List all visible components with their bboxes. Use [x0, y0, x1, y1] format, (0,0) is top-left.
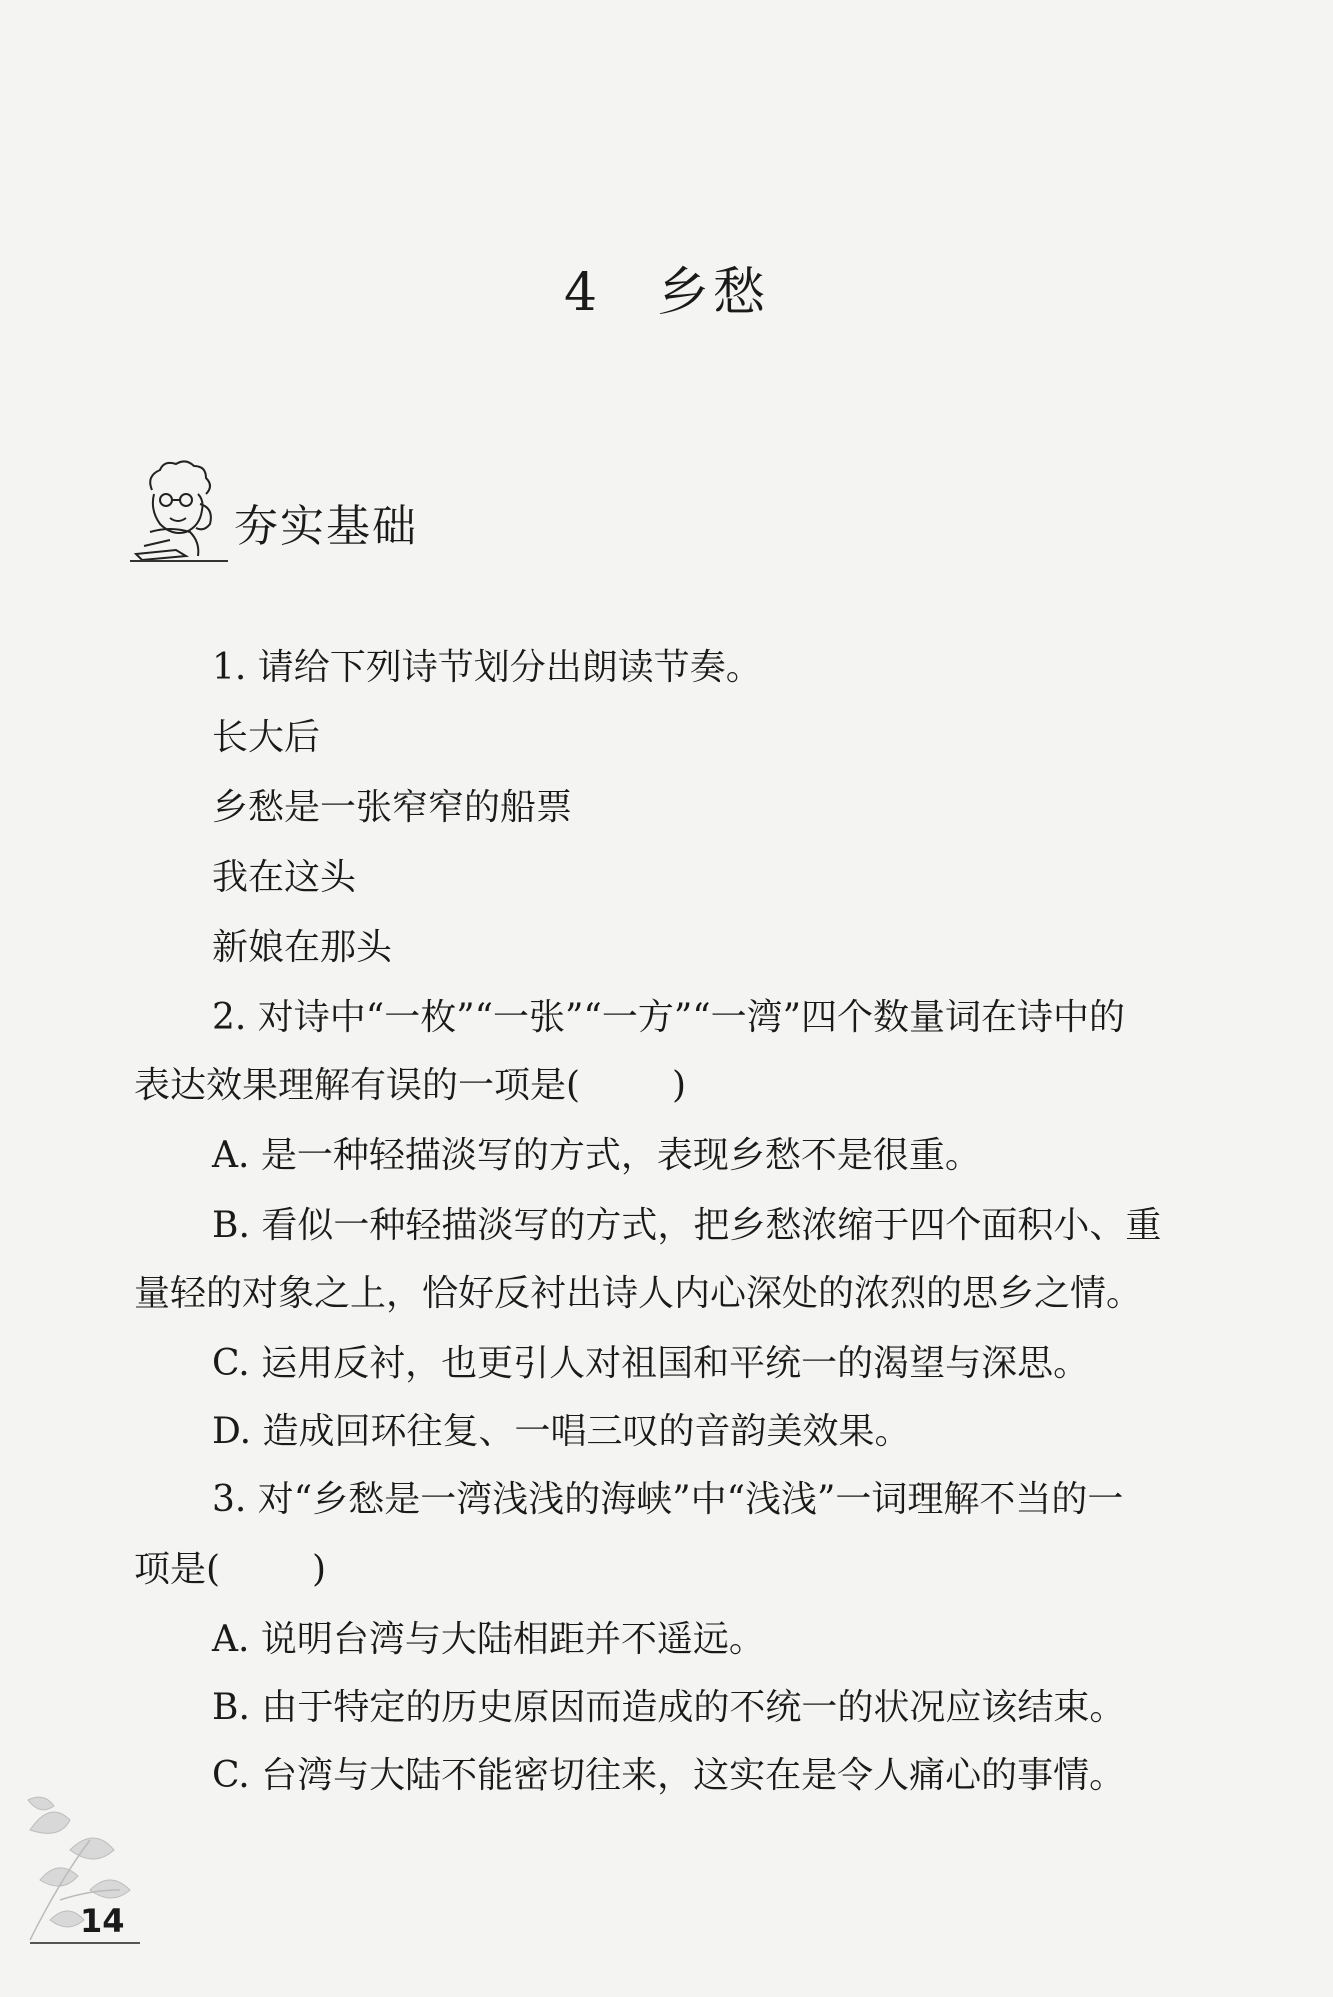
q2-option-a: A. 是一种轻描淡写的方式，表现乡愁不是很重。	[212, 1135, 981, 1176]
q3-stem-line2	[134, 1550, 326, 1590]
section-underline	[130, 560, 228, 562]
footer-rule	[30, 1942, 140, 1944]
q3-stem-text: 项是(	[134, 1549, 221, 1590]
section-label: 夯实基础	[234, 501, 418, 552]
q3-stem-line1: 3. 对“乡愁是一湾浅浅的海峡”中“浅浅”一词理解不当的一	[212, 1479, 1124, 1520]
q2-option-b-line1: B. 看似一种轻描淡写的方式，把乡愁浓缩于四个面积小、重	[212, 1205, 1162, 1246]
q2-stem-line1: 2. 对诗中“一枚”“一张”“一方”“一湾”四个数量词在诗中的	[212, 997, 1126, 1038]
q1-poem-line: 乡愁是一张窄窄的船票	[212, 787, 573, 828]
q3-option-a: A. 说明台湾与大陆相距并不遥远。	[212, 1619, 765, 1660]
q2-paren-close: )	[672, 1065, 687, 1106]
q1-stem: 1. 请给下列诗节划分出朗读节奏。	[212, 647, 762, 688]
q3-paren-close: )	[312, 1549, 327, 1590]
q1-poem-line: 新娘在那头	[212, 927, 393, 968]
q2-option-d: D. 造成回环往复、一唱三叹的音韵美效果。	[212, 1411, 911, 1452]
teacher-mascot-icon	[130, 460, 230, 570]
q2-stem-line2	[134, 1066, 686, 1106]
q3-option-b: B. 由于特定的历史原因而造成的不统一的状况应该结束。	[212, 1687, 1126, 1728]
page-number: 14	[80, 1902, 125, 1940]
lesson-title	[0, 250, 1333, 325]
lesson-number: 4	[563, 263, 602, 323]
section-header	[130, 460, 450, 570]
q1-poem-line: 长大后	[212, 717, 321, 758]
q2-stem-text: 表达效果理解有误的一项是(	[134, 1065, 581, 1106]
q1-poem-line: 我在这头	[212, 857, 357, 898]
q2-option-c: C. 运用反衬，也更引人对祖国和平统一的渴望与深思。	[212, 1343, 1090, 1384]
lesson-name: 乡愁	[657, 263, 770, 323]
q2-option-b-line2: 量轻的对象之上，恰好反衬出诗人内心深处的浓烈的思乡之情。	[134, 1273, 1143, 1314]
q3-option-c: C. 台湾与大陆不能密切往来，这实在是令人痛心的事情。	[212, 1755, 1126, 1796]
